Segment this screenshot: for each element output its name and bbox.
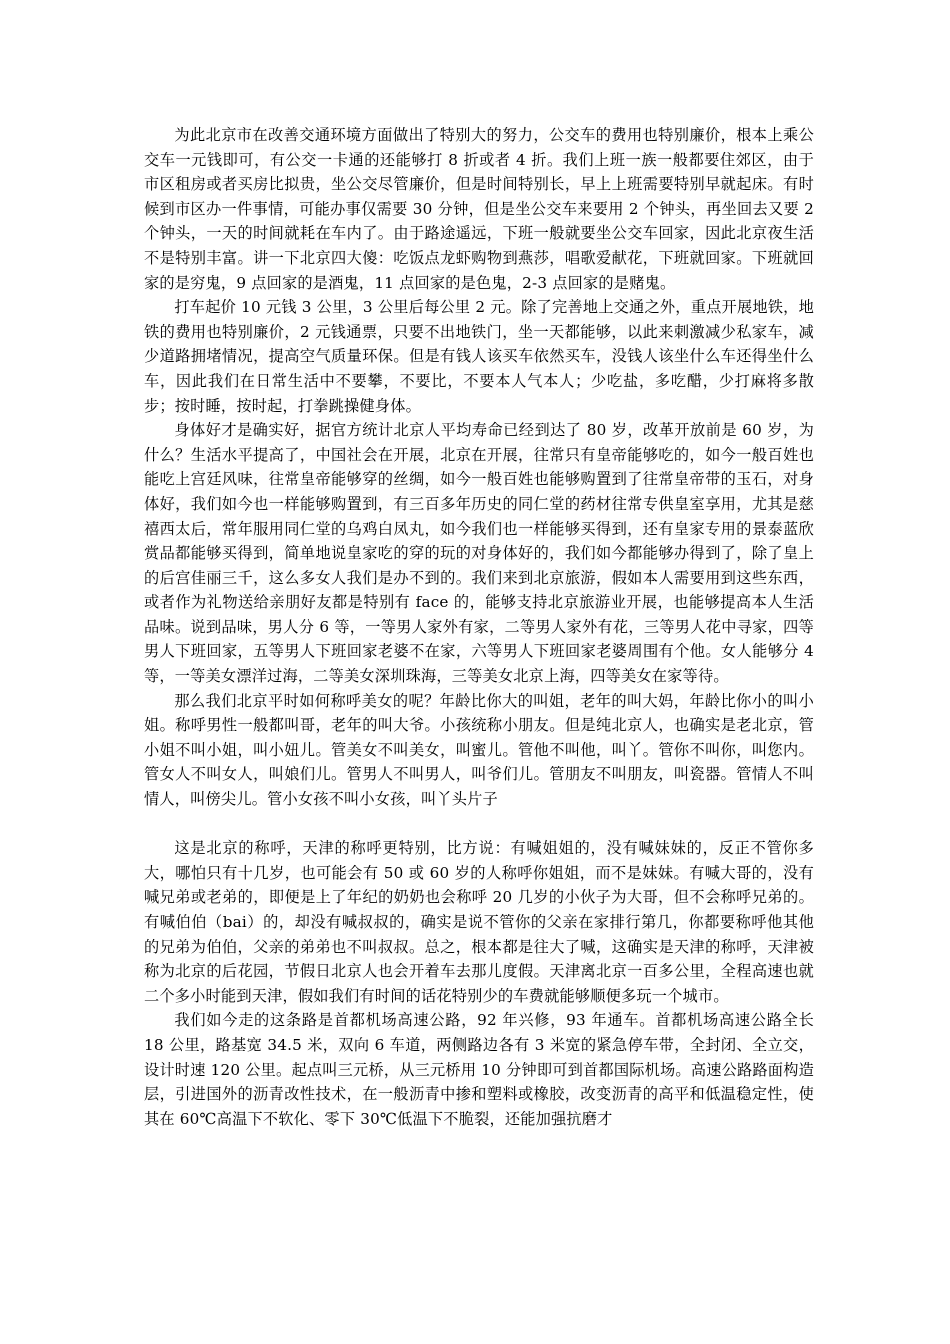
paragraph-public-transit: 为此北京市在改善交通环境方面做出了特别大的努力，公交车的费用也特别廉价，根本上乘公交车一元钱即可，有公交一卡通的还能够打 8 折或者 4 折。我们上班一族一般都要住郊区，由于市区租房或者买房比拟贵，坐公交尽管廉价，但是时间特别长，早上上班需要特别早就起床。有时候到市区办一件事情，可能办事仅需要 30 分钟，但是坐公交车来要用 2 个钟头，再坐回去又要 2 个钟头，一天的时间就耗在车内了。由于路途遥远，下班一般就要坐公交车回家，因此北京夜生活不是特别丰富。讲一下北京四大傻：吃饭点龙虾购物到燕莎，唱歌爱献花，下班就回家。下班就回家的是穷鬼，9 点回家的是酒鬼，11 点回家的是色鬼，2-3 点回家的是赌鬼。 [144, 126, 814, 292]
paragraph-tianjin-address-terms: 这是北京的称呼，天津的称呼更特别，比方说：有喊姐姐的，没有喊妹妹的，反正不管你多大，哪怕只有十几岁，也可能会有 50 或 60 岁的人称呼你姐姐，而不是妹妹。有喊大哥的，没有喊兄弟或老弟的，即便是上了年纪的奶奶也会称呼 20 几岁的小伙子为大哥，但不会称呼兄弟的。有喊伯伯（bai）的，却没有喊叔叔的，确实是说不管你的父亲在家排行第几，你都要称呼他其他的兄弟为伯伯，父亲的弟弟也不叫叔叔。总之，根本都是往大了喊，这确实是天津的称呼，天津被称为北京的后花园，节假日北京人也会开着车去那儿度假。天津离北京一百多公里，全程高速也就二个多小时能到天津，假如我们有时间的话花特别少的车费就能够顺便多玩一个城市。 [144, 839, 814, 1005]
body-text [144, 123, 814, 1131]
paragraph-beijing-address-terms: 那么我们北京平时如何称呼美女的呢？年龄比你大的叫姐，老年的叫大妈，年龄比你小的叫小姐。称呼男性一般都叫哥，老年的叫大爷。小孩统称小朋友。但是纯北京人，也确实是老北京，管小姐不叫小姐，叫小妞儿。管美女不叫美女，叫蜜儿。管他不叫他，叫丫。管你不叫你，叫您内。管女人不叫女人，叫娘们儿。管男人不叫男人，叫爷们儿。管朋友不叫朋友，叫瓷器。管情人不叫情人，叫傍尖儿。管小女孩不叫小女孩，叫丫头片子 [144, 691, 814, 809]
paragraph-health-lifestyle: 身体好才是确实好，据官方统计北京人平均寿命已经到达了 80 岁，改革开放前是 60 岁，为什么？生活水平提高了，中国社会在开展，北京在开展，往常只有皇帝能够吃的，如今一般百姓也能吃上宫廷风味，往常皇帝能够穿的丝绸，如今一般百姓也能够购置到了往常皇帝带的玉石，对身体好，我们如今也一样能够购置到，有三百多年历史的同仁堂的药材往常专供皇室享用，尤其是慈禧西太后，常年服用同仁堂的乌鸡白凤丸，如今我们也一样能够买得到，还有皇家专用的景泰蓝欣赏品都能够买得到，简单地说皇家吃的穿的玩的对身体好的，我们如今都能够办得到了，除了皇上的后宫佳丽三千，这么多女人我们是办不到的。我们来到北京旅游，假如本人需要用到这些东西，或者作为礼物送给亲朋好友都是特别有 face 的，能够支持北京旅游业开展，也能够提高本人生活品味。说到品味，男人分 6 等，一等男人家外有家，二等男人家外有花，三等男人花中寻家，四等男人下班回家，五等男人下班回家老婆不在家，六等男人下班回家老婆周围有个他。女人能够分 4 等，一等美女漂洋过海，二等美女深圳珠海，三等美女北京上海，四等美女在家等待。 [144, 421, 814, 686]
paragraph-airport-expressway: 我们如今走的这条路是首都机场高速公路，92 年兴修，93 年通车。首都机场高速公路全长 18 公里，路基宽 34.5 米，双向 6 车道，两侧路边各有 3 米宽的紧急停车带，全封闭、全立交，设计时速 120 公里。起点叫三元桥，从三元桥用 10 分钟即可到首都国际机场。高速公路路面构造层，引进国外的沥青改性技术，在一般沥青中掺和塑料或橡胶，改变沥青的高平和低温稳定性，使其在 60℃高温下不软化、零下 30℃低温下不脆裂，还能加强抗磨才 [144, 1011, 814, 1128]
paragraph-taxi-subway: 打车起价 10 元钱 3 公里，3 公里后每公里 2 元。除了完善地上交通之外，重点开展地铁，地铁的费用也特别廉价，2 元钱通票，只要不出地铁门，坐一天都能够，以此来刺激减少私家车，减少道路拥堵情况，提高空气质量环保。但是有钱人该买车依然买车，没钱人该坐什么车还得坐什么车，因此我们在日常生活中不要攀，不要比，不要本人气本人；少吃盐，多吃醋，少打麻将多散步；按时睡，按时起，打拳跳操健身体。 [144, 298, 814, 415]
paragraph-spacer [144, 812, 814, 837]
